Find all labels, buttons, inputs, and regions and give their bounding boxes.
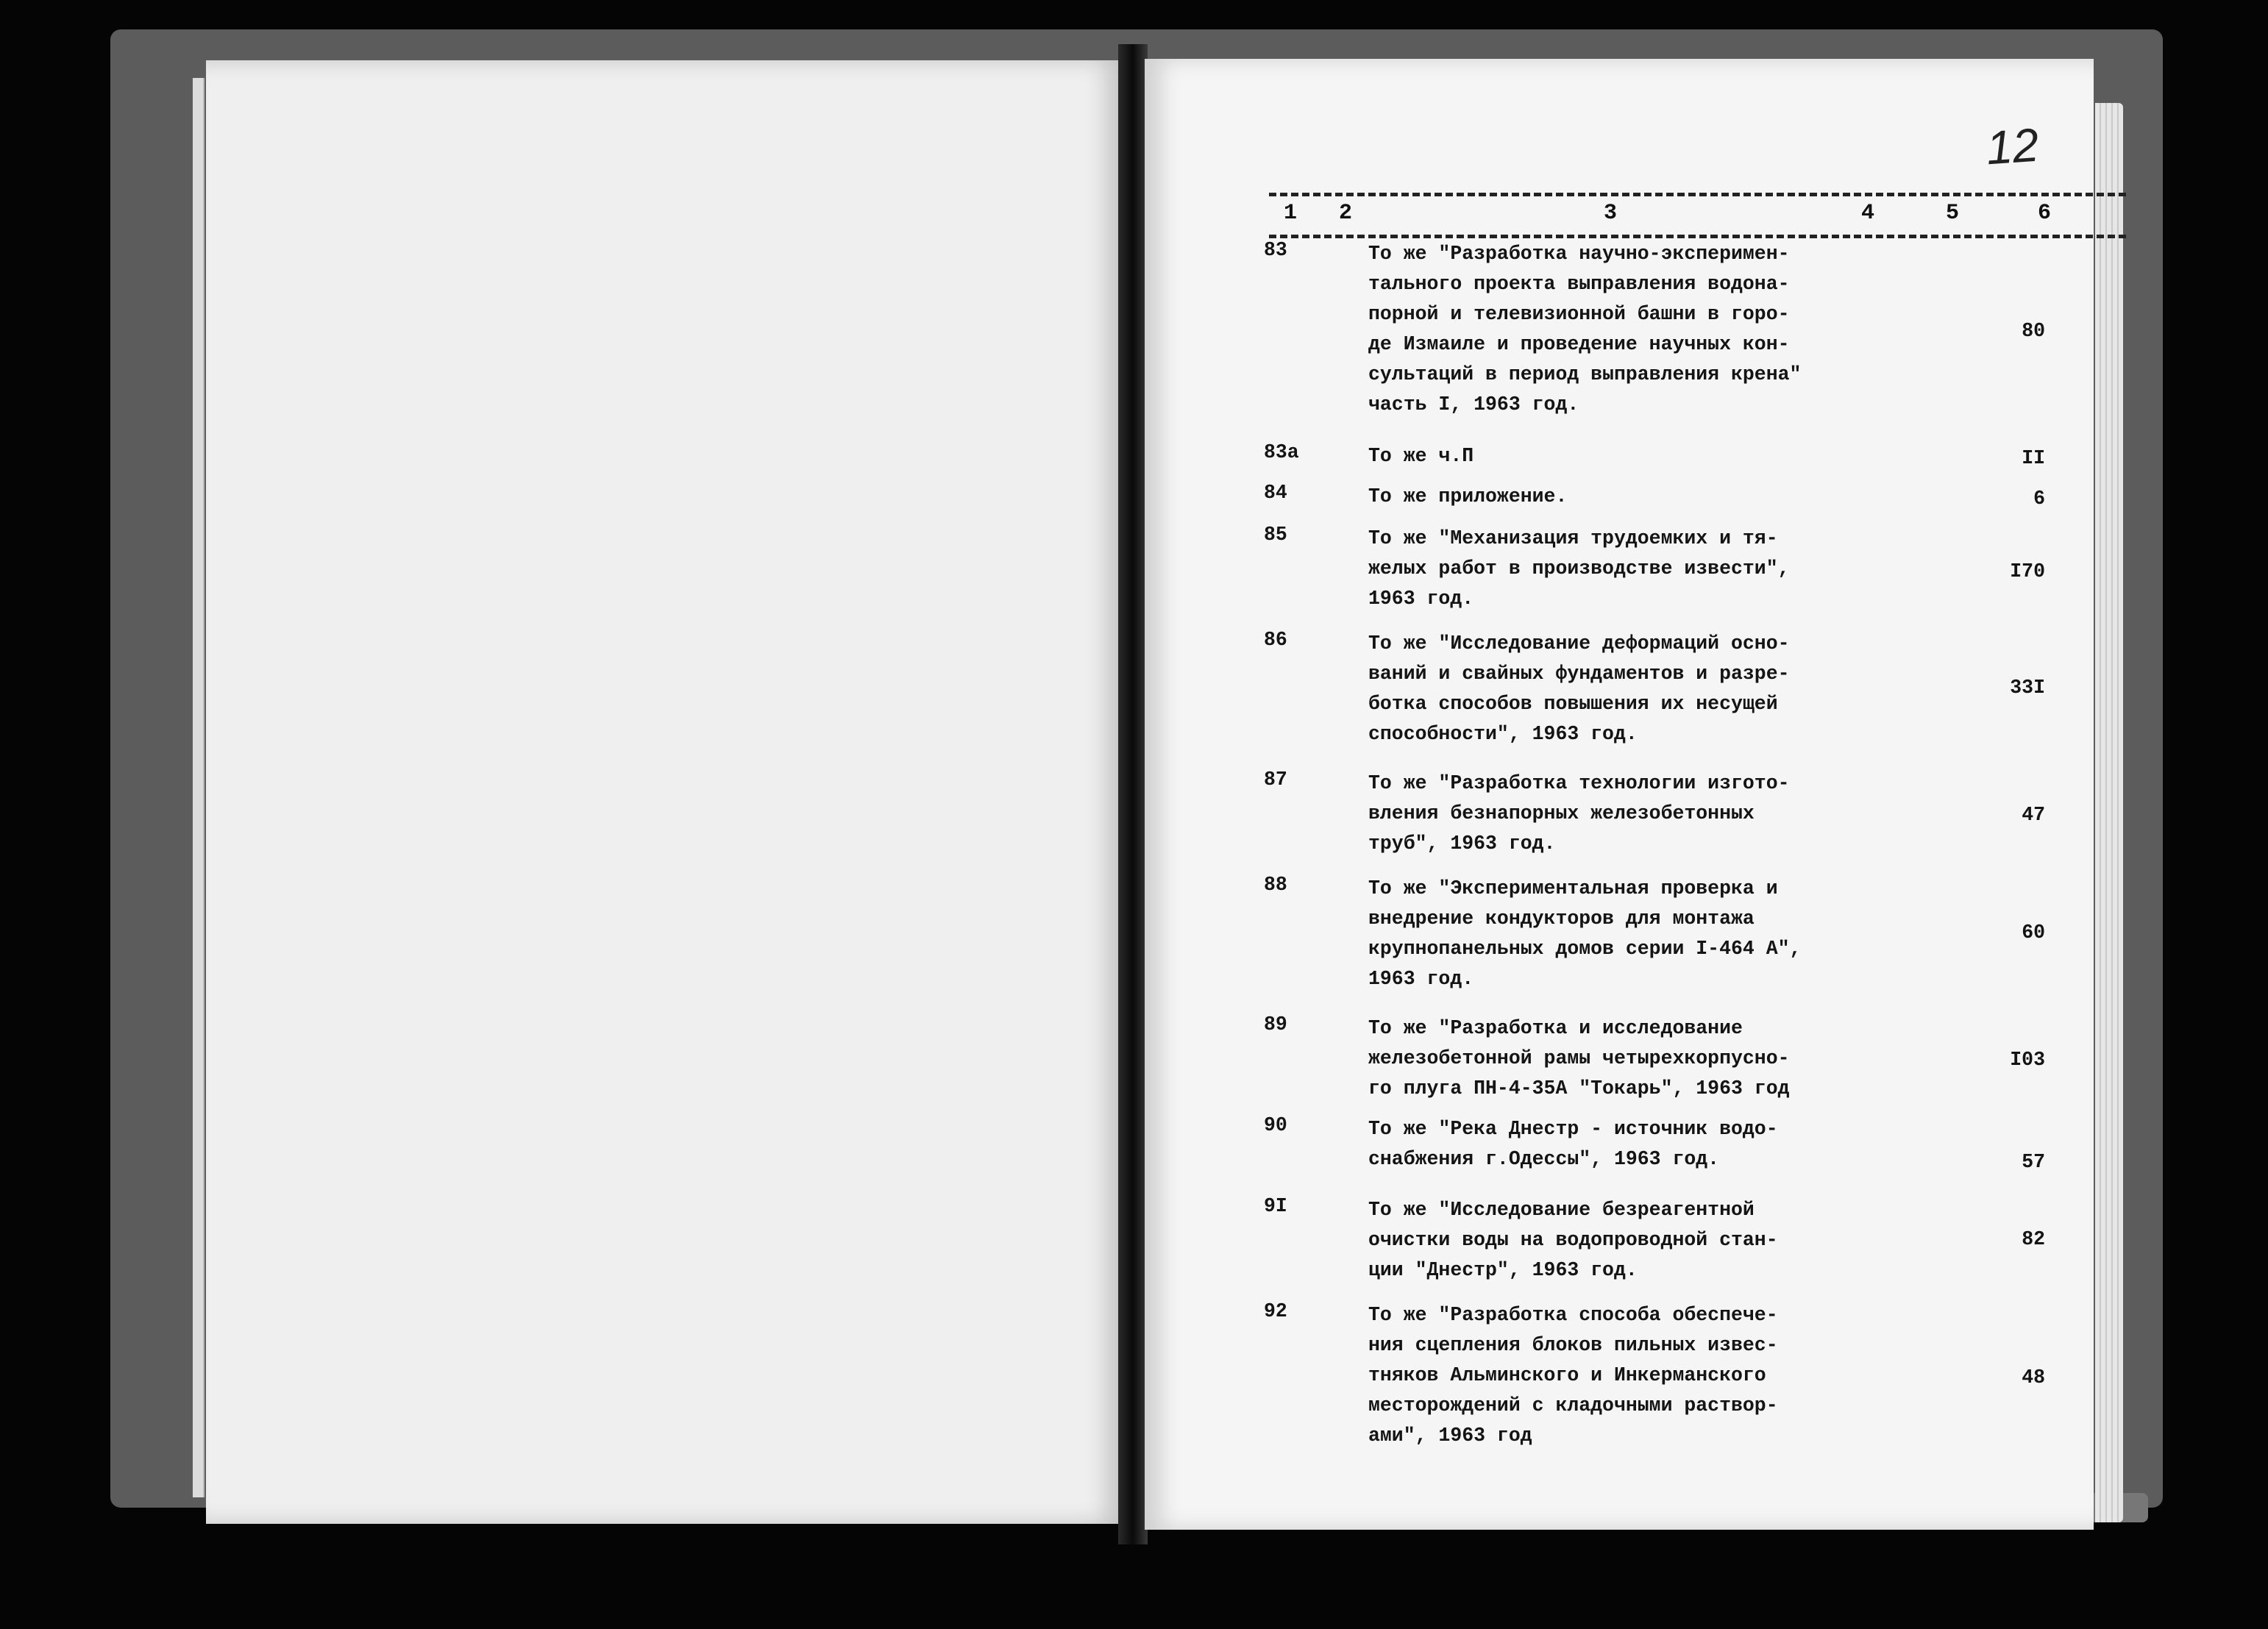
row-number: 9I: [1264, 1195, 1287, 1217]
book-gutter: [1118, 44, 1148, 1544]
row-number: 88: [1264, 874, 1287, 896]
row-text: То же "Экспериментальная проверка и внедрение кондукторов для монтажа крупнопанельных домов серии I-464 А", 1963 год.: [1368, 877, 1802, 990]
row-text: То же "Исследование деформаций осно- ваний и свайных фундаментов и разре- ботка способов повышения их несущей способности", 1963 год.: [1368, 632, 1790, 745]
row-text: То же "Исследование безреагентной очистки воды на водопроводной стан- ции "Днестр", 1963 год.: [1368, 1199, 1778, 1281]
row-number: 90: [1264, 1114, 1287, 1136]
row-number: 84: [1264, 482, 1287, 504]
left-page-stack: [193, 78, 205, 1497]
header-col-6: 6: [2038, 201, 2052, 226]
row-quantity: 48: [2022, 1366, 2045, 1389]
row-text: То же приложение.: [1368, 485, 1568, 507]
row-number: 86: [1264, 629, 1287, 651]
table-header: [1269, 193, 2126, 238]
row-number: 85: [1264, 524, 1287, 546]
row-quantity: 80: [2022, 320, 2045, 342]
row-text: То же ч.П: [1368, 445, 1474, 467]
row-text: То же "Разработка способа обеспече- ния сцепления блоков пильных извес- тняков Альминского и Инкерманского месторождений с кладочными раствор- ами", 1963 год: [1368, 1304, 1778, 1447]
header-col-3: 3: [1604, 201, 1618, 226]
row-quantity: 57: [2022, 1151, 2045, 1173]
row-text: То же "Механизация трудоемких и тя- желых работ в производстве извести", 1963 год.: [1368, 527, 1790, 610]
page-number: 12: [1984, 118, 2041, 175]
row-number: 83: [1264, 239, 1287, 261]
row-quantity: 6: [2033, 488, 2045, 510]
row-text: То же "Разработка технологии изгото- вления безнапорных железобетонных труб", 1963 год.: [1368, 772, 1790, 855]
row-text: То же "Река Днестр - источник водо- снабжения г.Одессы", 1963 год.: [1368, 1118, 1778, 1170]
header-col-2: 2: [1339, 201, 1353, 226]
header-col-1: 1: [1284, 201, 1298, 226]
row-number: 92: [1264, 1300, 1287, 1322]
row-quantity: 47: [2022, 804, 2045, 826]
row-number: 87: [1264, 769, 1287, 791]
row-quantity: 82: [2022, 1228, 2045, 1250]
row-text: То же "Разработка научно-эксперимен- тального проекта выправления водона- порной и телевизионной башни в горо- де Измаиле и проведение научных кон- сультаций в период выправления крена" часть I, 1963 год.: [1368, 243, 1802, 416]
header-col-4: 4: [1861, 201, 1875, 226]
row-quantity: II: [2022, 447, 2045, 469]
bleed-through-text: [206, 60, 1126, 1524]
row-number: 89: [1264, 1013, 1287, 1035]
row-number: 83а: [1264, 441, 1299, 463]
row-text: То же "Разработка и исследование железобетонной рамы четырехкорпусно- го плуга ПН-4-35А "Токарь", 1963 год: [1368, 1017, 1790, 1099]
left-page: [206, 60, 1126, 1524]
right-page-stack: [2095, 103, 2123, 1522]
header-col-5: 5: [1946, 201, 1960, 226]
row-quantity: 60: [2022, 922, 2045, 944]
row-quantity: 33I: [2010, 677, 2045, 699]
row-quantity: I03: [2010, 1049, 2045, 1071]
row-quantity: I70: [2010, 560, 2045, 582]
